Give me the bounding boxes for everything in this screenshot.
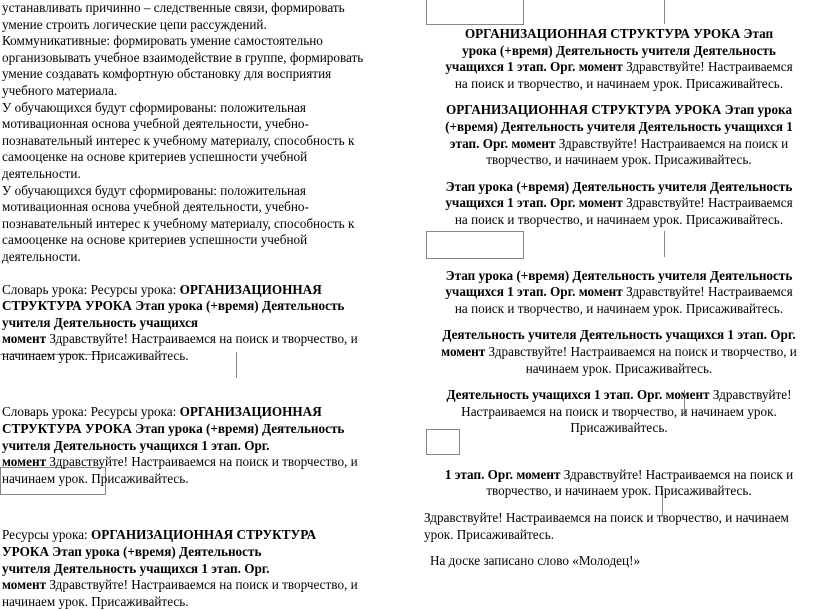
text-run: ОРГАНИЗАЦИОННАЯ СТРУКТУРА [91, 527, 317, 543]
text-line: самооценке на основе критериев успешности учебной [2, 232, 308, 248]
lesson-structure-block [424, 26, 814, 92]
text-line: творчество, и начинаем урок. Присаживайтесь. [486, 152, 752, 168]
text-line: урок. Присаживайтесь. [424, 526, 555, 542]
text-run: ОРГАНИЗАЦИОННАЯ [179, 281, 322, 297]
text-run: момент [2, 577, 47, 593]
text-run: момент [2, 331, 47, 347]
text-line: Этап урока (+время) Деятельность учителя Деятельность [445, 267, 793, 283]
text-line: учителя Деятельность учащихся [2, 314, 199, 330]
text-line: деятельности. [2, 248, 81, 264]
text-line: учителя Деятельность учащихся 1 этап. Орг. [2, 560, 270, 576]
text-run: ОРГАНИЗАЦИОННАЯ [179, 404, 322, 420]
text-line: Коммуникативные: формировать умение самостоятельно [2, 33, 323, 49]
text-run: Словарь урока: Ресурсы урока: [2, 404, 180, 420]
text-run: Здравствуйте! Настраиваемся на поиск и [560, 466, 794, 482]
text-run: учащихся 1 этап. Орг. момент [445, 284, 623, 300]
text-run: Деятельность учащихся 1 этап. Орг. момент [446, 387, 710, 403]
outcomes-paragraph [2, 100, 390, 183]
text-line: организовывать учебное взаимодействие в группе, формировать [2, 49, 364, 65]
text-line: на поиск и творчество, и начинаем урок. Присаживайтесь. [454, 211, 784, 227]
lesson-structure-block [424, 102, 814, 168]
text-run: Здравствуйте! Настраиваемся [622, 59, 793, 75]
text-run: момент [441, 343, 486, 359]
text-run: учащихся 1 этап. Орг. момент [445, 195, 623, 211]
text-run: Здравствуйте! Настраиваемся на поиск и творчество, и [485, 343, 797, 359]
text-line: Настраиваемся на поиск и творчество, и начинаем урок. [461, 403, 777, 419]
text-run: учащихся 1 этап. Орг. момент [445, 59, 623, 75]
text-line: Здравствуйте! Настраиваемся на поиск и творчество, и начинаем [424, 510, 789, 526]
text-line: На доске записано слово «Молодец!» [430, 553, 641, 569]
text-line: Этап урока (+время) Деятельность учителя Деятельность [445, 178, 793, 194]
text-line: (+время) Деятельность учителя Деятельность учащихся 1 [445, 118, 793, 134]
text-line: урока (+время) Деятельность учителя Деятельность [462, 42, 776, 58]
lesson-structure-block [424, 387, 814, 437]
text-line: ОРГАНИЗАЦИОННАЯ СТРУКТУРА УРОКА Этап [464, 26, 774, 41]
text-line: учителя Деятельность учащихся 1 этап. Орг. [2, 437, 270, 453]
text-line: познавательный интерес к учебному материалу, способность к [2, 132, 355, 148]
board-note [424, 553, 814, 570]
text-line: на поиск и творчество, и начинаем урок. Присаживайтесь. [454, 75, 784, 91]
text-line: умение строить логические цепи рассуждений. [2, 16, 267, 32]
text-line: СТРУКТУРА УРОКА Этап урока (+время) Деятельность [2, 421, 345, 437]
text-run: Здравствуйте! [709, 387, 792, 403]
text-run: Здравствуйте! Настраиваемся на поиск и [555, 135, 789, 151]
lesson-structure-block [2, 404, 390, 487]
text-line: мотивационная основа учебной деятельности, учебно- [2, 116, 309, 132]
left-column [2, 0, 390, 610]
text-run: 1 этап. Орг. момент [444, 466, 561, 482]
text-line: УРОКА Этап урока (+время) Деятельность [2, 544, 262, 560]
text-line: СТРУКТУРА УРОКА Этап урока (+время) Деятельность [2, 298, 345, 314]
text-run: Здравствуйте! Настраиваемся [622, 195, 793, 211]
text-run: момент [2, 454, 47, 470]
text-line: У обучающихся будут сформированы: положительная [2, 182, 306, 198]
text-line: начинаем урок. Присаживайтесь. [525, 360, 713, 376]
text-run: Здравствуйте! Настраиваемся на поиск и творчество, и [46, 331, 358, 347]
text-line: деятельности. [2, 165, 81, 181]
text-line: устанавливать причинно – следственные связи, формировать [2, 0, 345, 15]
text-run: этап. Орг. момент [449, 135, 556, 151]
lesson-structure-block [424, 467, 814, 500]
text-run: Здравствуйте! Настраиваемся [622, 284, 793, 300]
text-run: Здравствуйте! Настраиваемся на поиск и творчество, и [46, 454, 358, 470]
right-column [424, 0, 814, 570]
text-line: творчество, и начинаем урок. Присаживайтесь. [486, 483, 752, 499]
lesson-structure-block [424, 268, 814, 318]
outcomes-paragraph [2, 183, 390, 266]
text-line: начинаем урок. Присаживайтесь. [2, 470, 189, 486]
text-line: Деятельность учителя Деятельность учащихся 1 этап. Орг. [442, 327, 796, 343]
text-line: умение создавать комфортную обстановку для восприятия [2, 66, 332, 82]
text-line: ОРГАНИЗАЦИОННАЯ СТРУКТУРА УРОКА Этап урока [445, 102, 793, 118]
text-run: Здравствуйте! Настраиваемся на поиск и творчество, и [46, 577, 358, 593]
text-line: начинаем урок. Присаживайтесь. [2, 347, 189, 363]
text-line: учебного материала. [2, 82, 118, 98]
text-line: самооценке на основе критериев успешности учебной [2, 149, 308, 165]
text-run: Ресурсы урока: [2, 527, 92, 543]
text-run: Словарь урока: Ресурсы урока: [2, 281, 180, 297]
text-line: на поиск и творчество, и начинаем урок. Присаживайтесь. [454, 300, 784, 316]
lesson-structure-block [424, 327, 814, 377]
text-line: мотивационная основа учебной деятельности, учебно- [2, 199, 309, 215]
text-line: начинаем урок. Присаживайтесь. [2, 593, 189, 609]
lesson-structure-block [2, 527, 390, 610]
text-line: У обучающихся будут сформированы: положительная [2, 99, 306, 115]
lesson-structure-block [424, 179, 814, 229]
lesson-structure-block [2, 282, 390, 365]
intro-paragraph [2, 0, 390, 100]
text-line: познавательный интерес к учебному материалу, способность к [2, 215, 355, 231]
text-line: Присаживайтесь. [570, 420, 668, 436]
greeting-paragraph [424, 510, 814, 543]
